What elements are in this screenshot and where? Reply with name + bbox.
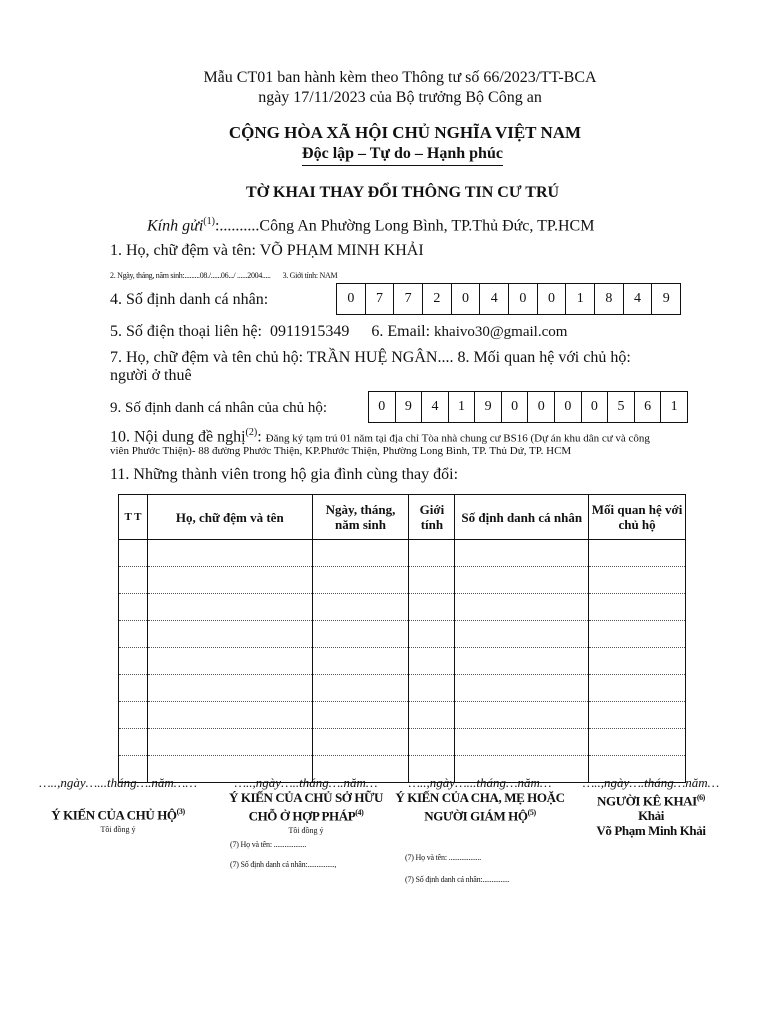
table-cell (455, 594, 589, 621)
national-motto: Độc lập – Tự do – Hạnh phúc (302, 144, 503, 166)
table-cell (455, 621, 589, 648)
table-cell (455, 540, 589, 567)
table-cell (119, 729, 148, 756)
table-cell (119, 594, 148, 621)
table-cell (409, 702, 455, 729)
email-value: khaivo30@gmail.com (434, 324, 568, 340)
relationship-value: người ở thuê (110, 367, 192, 384)
table-cell (589, 729, 686, 756)
head-id-digit-7: 0 (527, 392, 554, 422)
col-header-relationship: Mối quan hệ với chủ hộ (589, 495, 686, 540)
members-table-header (119, 495, 686, 540)
personal-id-digit-9: 1 (565, 284, 594, 314)
dob-gender-line (110, 265, 337, 283)
sig1-date: …..,ngày…...tháng….năm…… (39, 775, 197, 790)
table-cell (312, 540, 409, 567)
request-label: 10. Nội dung đề nghị (110, 428, 246, 446)
personal-id-digit-12: 9 (651, 284, 680, 314)
table-cell (119, 675, 148, 702)
sig2-name-line: (7) Họ và tên: .................. (230, 840, 307, 849)
form-reference-line2: ngày 17/11/2023 của Bộ trưởng Bộ Công an (258, 89, 542, 106)
sig1-title: Ý KIẾN CỦA CHỦ HỘ (51, 807, 177, 823)
table-row (119, 648, 686, 675)
table-cell (147, 702, 312, 729)
personal-id-label: 4. Số định danh cá nhân: (110, 291, 269, 308)
head-id-digit-9: 0 (581, 392, 608, 422)
full-name-value: VÕ PHẠM MINH KHẢI (259, 242, 424, 259)
table-row (119, 540, 686, 567)
col-header-index: T T (119, 495, 148, 540)
table-cell (409, 675, 455, 702)
request-value-line1: Đăng ký tạm trú 01 năm tại địa chỉ Tòa nhà chung cư BS16 (Dự án khu dân cư và công (265, 432, 650, 445)
addressee-note: (1) (203, 216, 215, 227)
table-cell (312, 729, 409, 756)
head-id-digit-10: 5 (607, 392, 634, 422)
form-title: TỜ KHAI THAY ĐỔI THÔNG TIN CƯ TRÚ (245, 184, 560, 201)
sig4-title: NGƯỜI KÊ KHAI (597, 793, 697, 809)
table-row (119, 567, 686, 594)
table-cell (312, 675, 409, 702)
table-cell (147, 567, 312, 594)
sig2-consent: Tôi đồng ý (288, 826, 324, 836)
table-cell (312, 621, 409, 648)
table-cell (119, 540, 148, 567)
personal-id-boxes (336, 283, 681, 315)
table-cell (147, 621, 312, 648)
email-label: 6. Email: (371, 323, 431, 340)
sig1-note: (3) (176, 807, 185, 816)
table-cell (409, 594, 455, 621)
sig2-title: Ý KIẾN CỦA CHỦ SỞ HỮU CHỖ Ở HỢP PHÁP (229, 790, 383, 824)
table-cell (147, 729, 312, 756)
head-id-digit-5: 9 (474, 392, 501, 422)
table-cell (589, 594, 686, 621)
national-title: CỘNG HÒA XÃ HỘI CHỦ NGHĨA VIỆT NAM (228, 123, 582, 142)
col-header-dob: Ngày, tháng, năm sinh (312, 495, 409, 540)
col-header-gender: Giới tính (409, 495, 455, 540)
table-cell (589, 540, 686, 567)
table-cell (589, 648, 686, 675)
table-cell (589, 621, 686, 648)
table-cell (147, 648, 312, 675)
sig3-name-line: (7) Họ và tên: .................. (405, 853, 482, 862)
table-cell (455, 567, 589, 594)
addressee-value: :..........Công An Phường Long Bình, TP.Thủ Đức, TP.HCM (214, 217, 595, 235)
members-table (118, 494, 686, 783)
table-cell (409, 540, 455, 567)
table-cell (312, 648, 409, 675)
sig4-signer-name: Võ Phạm Minh Khải (596, 823, 706, 839)
table-row (119, 621, 686, 648)
sig3-title: Ý KIẾN CỦA CHA, MẸ HOẶC NGƯỜI GIÁM HỘ (395, 790, 565, 824)
sig4-signature: Khải (638, 808, 664, 824)
table-cell (147, 540, 312, 567)
full-name-line (110, 241, 424, 261)
dob-field: 2. Ngày, tháng, năm sinh:.........08./......06.../ ......2004..... (110, 271, 271, 280)
phone-value: 0911915349 (269, 323, 350, 340)
addressee-label: Kính gửi (147, 217, 204, 235)
table-row (119, 675, 686, 702)
table-cell (147, 675, 312, 702)
addressee-line (147, 212, 594, 236)
table-cell (455, 675, 589, 702)
sig2-note: (4) (355, 808, 364, 817)
table-cell (589, 702, 686, 729)
head-id-digit-12: 1 (660, 392, 687, 422)
table-row (119, 729, 686, 756)
table-cell (589, 675, 686, 702)
personal-id-digit-2: 7 (365, 284, 394, 314)
table-cell (455, 729, 589, 756)
personal-id-digit-6: 4 (479, 284, 508, 314)
personal-id-digit-8: 0 (537, 284, 566, 314)
head-id-digit-1: 0 (378, 399, 386, 414)
head-id-digit-11: 6 (634, 392, 661, 422)
table-cell (119, 648, 148, 675)
personal-id-digit-5: 0 (451, 284, 480, 314)
head-id-digit-4: 1 (448, 392, 475, 422)
form-reference-line1: Mẫu CT01 ban hành kèm theo Thông tư số 66/2023/TT-BCA (203, 69, 597, 86)
gender-field: 3. Giới tính: NAM (282, 271, 338, 280)
personal-id-digit-10: 8 (594, 284, 623, 314)
sig3-id-line: (7) Số định danh cá nhân:............... (405, 875, 510, 884)
col-header-personal-id: Số định danh cá nhân (455, 495, 589, 540)
personal-id-digit-7: 0 (508, 284, 537, 314)
head-id-digit-8: 0 (554, 392, 581, 422)
table-row (119, 594, 686, 621)
table-cell (409, 567, 455, 594)
table-cell (119, 567, 148, 594)
table-cell (312, 594, 409, 621)
table-cell (455, 648, 589, 675)
signature-household-head (28, 775, 208, 837)
table-cell (119, 621, 148, 648)
sig4-date: …..,ngày….tháng…năm… (582, 775, 720, 790)
head-id-label: 9. Số định danh cá nhân của chủ hộ: (110, 400, 328, 416)
table-cell (119, 702, 148, 729)
table-cell (409, 729, 455, 756)
head-id-digit-6: 0 (501, 392, 528, 422)
personal-id-digit-3: 7 (393, 284, 422, 314)
head-id-boxes (368, 391, 688, 423)
request-line1: 10. Nội dung đề nghị$^{(2)}$: Đăng ký tạm trú 01 năm tại địa chỉ Tòa nhà chung cư BS16 (Dự án khu dân cư và công (110, 427, 650, 446)
table-cell (312, 567, 409, 594)
motto-container (0, 144, 768, 166)
form-reference-note (0, 68, 768, 108)
phone-label: 5. Số điện thoại liên hệ: (110, 323, 262, 340)
table-cell (409, 621, 455, 648)
household-head-line: 7. Họ, chữ đệm và tên chủ hộ: TRẦN HUỆ NGÂN.... 8. Mối quan hệ với chủ hộ: (110, 349, 631, 366)
sig4-note: (6) (696, 793, 705, 802)
table-cell (147, 594, 312, 621)
col-header-name: Họ, chữ đệm và tên (147, 495, 312, 540)
table-cell (312, 702, 409, 729)
table-cell (589, 567, 686, 594)
request-note: (2) (245, 427, 258, 438)
personal-id-digit-4: 2 (422, 284, 451, 314)
signature-owner (216, 775, 396, 838)
personal-id-digit-1: 0 (347, 291, 355, 306)
sig2-date: …..,ngày…..tháng….năm… (234, 775, 378, 790)
sig2-id-line: (7) Số định danh cá nhân:..............., (230, 860, 337, 869)
signature-guardian (390, 775, 570, 823)
sig3-date: …..,ngày…...tháng…năm… (408, 775, 552, 790)
head-id-digit-3: 4 (421, 392, 448, 422)
sig1-consent: Tôi đồng ý (100, 825, 136, 835)
table-cell (409, 648, 455, 675)
signature-declarant (561, 775, 741, 838)
full-name-label: 1. Họ, chữ đệm và tên: (110, 242, 256, 259)
head-id-digit-2: 9 (395, 392, 422, 422)
request-value-line2: viên Phước Thiện)- 88 đường Phước Thiện, KP.Phước Thiện, Phường Long Bình, TP. Thủ Dứ, TP. HCM (110, 445, 572, 457)
members-label: 11. Những thành viên trong hộ gia đình cùng thay đổi: (110, 466, 459, 483)
contact-line (110, 322, 567, 342)
table-row (119, 702, 686, 729)
personal-id-digit-11: 4 (623, 284, 652, 314)
sig3-note: (5) (527, 808, 536, 817)
table-cell (455, 702, 589, 729)
